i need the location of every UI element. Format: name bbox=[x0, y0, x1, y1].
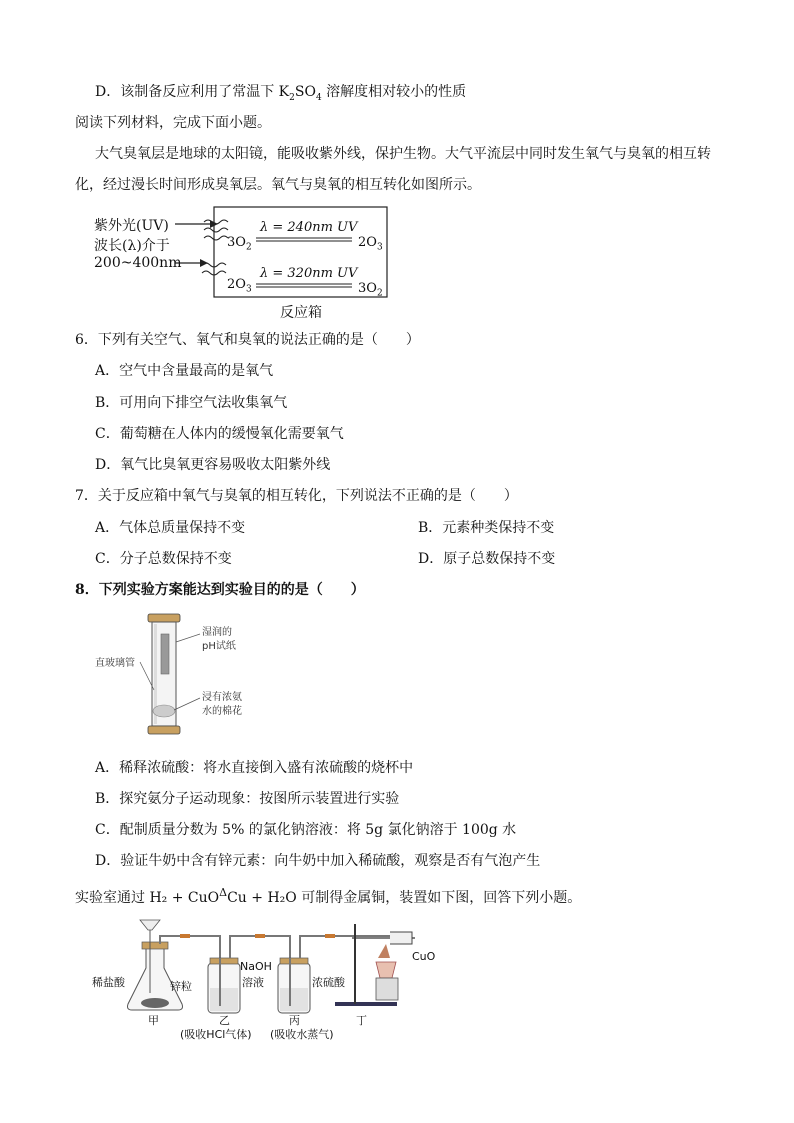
yi-note: (吸收HCl气体) bbox=[180, 1028, 252, 1041]
ozone-figure bbox=[90, 205, 400, 323]
q7-option-b[interactable]: B．元素种类保持不变 bbox=[418, 520, 555, 536]
q7-stem: 7．关于反应箱中氧气与臭氧的相互转化，下列说法不正确的是（ ） bbox=[75, 488, 518, 504]
naoh-label-2: 溶液 bbox=[242, 976, 264, 989]
apparatus-figure bbox=[90, 918, 450, 1043]
label-jia: 甲 bbox=[148, 1014, 159, 1027]
passage-line-2: 化，经过漫长时间形成臭氧层。氧气与臭氧的相互转化如图所示。 bbox=[75, 177, 481, 193]
uv-label-1: 紫外光(UV) bbox=[94, 218, 169, 234]
q8-option-c[interactable]: C．配制质量分数为 5% 的氯化钠溶液：将 5g 氯化钠溶于 100g 水 bbox=[95, 822, 517, 838]
passage-intro: 阅读下列材料，完成下面小题。 bbox=[75, 115, 271, 131]
q8-stem: 8．下列实验方案能达到实验目的的是（ ） bbox=[75, 582, 365, 598]
label-bing: 丙 bbox=[289, 1014, 300, 1027]
naoh-label-1: NaOH bbox=[240, 960, 272, 973]
cuo-label: CuO bbox=[412, 950, 436, 963]
q8-option-d[interactable]: D．验证牛奶中含有锌元素：向牛奶中加入稀硫酸，观察是否有气泡产生 bbox=[95, 853, 541, 869]
uv-label-3: 200~400nm bbox=[94, 255, 182, 271]
eq1-condition: λ = 240nm UV bbox=[260, 220, 358, 235]
lab-intro: 实验室通过 H₂ + CuO$^\Delta$Cu + H₂O 可制得金属铜，装置如下图，回答下列小题。 bbox=[75, 886, 582, 906]
q7-option-d[interactable]: D．原子总数保持不变 bbox=[418, 551, 556, 567]
q8-option-a[interactable]: A．稀释浓硫酸：将水直接倒入盛有浓硫酸的烧杯中 bbox=[95, 760, 414, 776]
eq2-condition: λ = 320nm UV bbox=[260, 266, 358, 281]
uv-label-2: 波长(λ)介于 bbox=[94, 238, 170, 254]
cotton-label-2: 水的棉花 bbox=[202, 706, 242, 717]
heat-symbol: Δ bbox=[219, 886, 228, 899]
q6-stem: 6．下列有关空气、氧气和臭氧的说法正确的是（ ） bbox=[75, 332, 420, 348]
intro-option-d: D．该制备反应利用了常温下 $K_2SO_4$ 溶解度相对较小的性质 bbox=[95, 84, 467, 103]
label-ding: 丁 bbox=[356, 1014, 367, 1027]
zinc-label: 锌粒 bbox=[170, 980, 192, 993]
q6-option-d[interactable]: D．氧气比臭氧更容易吸收太阳紫外线 bbox=[95, 457, 331, 473]
passage-line-1: 大气臭氧层是地球的太阳镜，能吸收紫外线，保护生物。大气平流层中同时发生氧气与臭氧的相互转 bbox=[95, 146, 711, 162]
acid-label: 稀盐酸 bbox=[92, 976, 125, 989]
tube-label: 直玻璃管 bbox=[95, 658, 135, 669]
q7-option-c[interactable]: C．分子总数保持不变 bbox=[95, 551, 232, 567]
ph-label-2: pH试纸 bbox=[202, 641, 236, 652]
eq2-right: $3O_2$ bbox=[358, 281, 383, 299]
label-yi: 乙 bbox=[219, 1014, 230, 1027]
q7-option-a[interactable]: A．气体总质量保持不变 bbox=[95, 520, 246, 536]
eq1-left: $3O_2$ bbox=[227, 235, 252, 253]
ammonia-tube-figure bbox=[90, 612, 290, 742]
eq1-right: $2O_3$ bbox=[358, 235, 383, 253]
eq2-left: $2O_3$ bbox=[227, 277, 252, 295]
ph-label-1: 湿润的 bbox=[202, 627, 232, 638]
q6-option-b[interactable]: B．可用向下排空气法收集氧气 bbox=[95, 395, 288, 411]
q6-option-a[interactable]: A．空气中含量最高的是氧气 bbox=[95, 363, 274, 379]
q8-option-b[interactable]: B．探究氨分子运动现象：按图所示装置进行实验 bbox=[95, 791, 400, 807]
figure-caption: 反应箱 bbox=[280, 305, 322, 321]
h2so4-label: 浓硫酸 bbox=[312, 976, 345, 989]
bing-note: (吸收水蒸气) bbox=[270, 1028, 334, 1041]
q6-option-c[interactable]: C．葡萄糖在人体内的缓慢氧化需要氧气 bbox=[95, 426, 344, 442]
cotton-label-1: 浸有浓氨 bbox=[202, 692, 242, 703]
